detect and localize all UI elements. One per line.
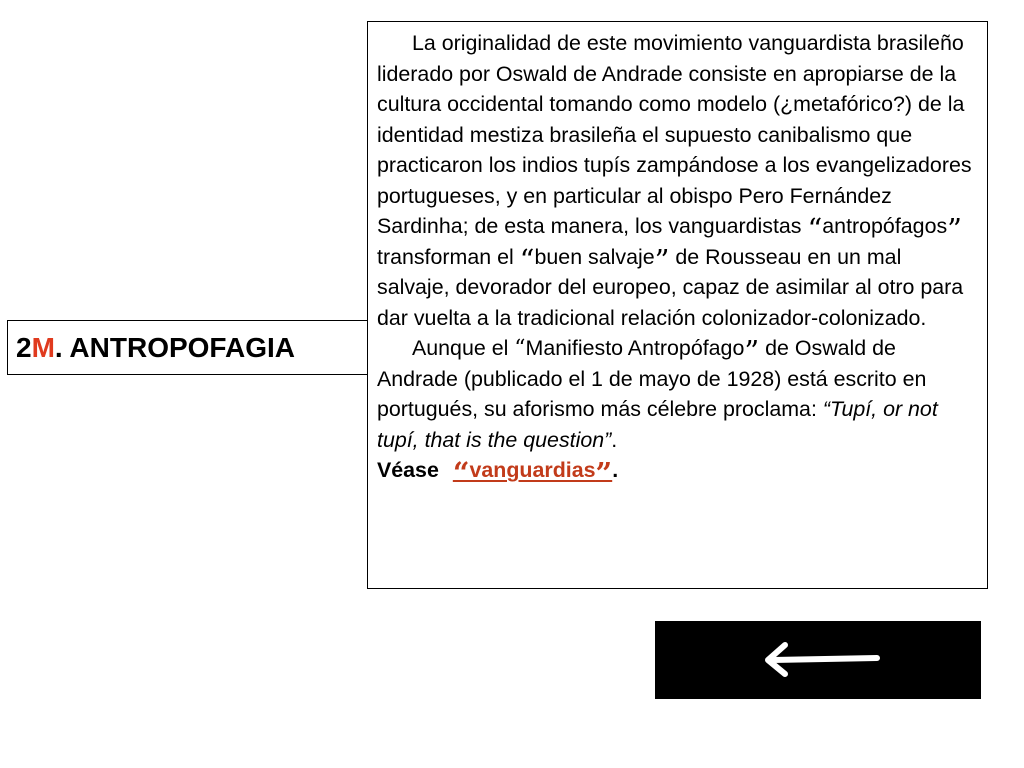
p1-text-2: transforman el (377, 244, 520, 269)
see-also-line (377, 455, 979, 490)
p2-italic-quote: “Tupí, or not tupí, that is the question” (377, 397, 938, 452)
p2-text-2: de Oswald de Andrade (publicado el 1 de mayo de 1928) está escrito en portugués, su aforismo más célebre proclama: (377, 336, 927, 421)
vanguardias-link-text: vanguardias (469, 458, 596, 482)
see-end: . (612, 458, 619, 482)
p2-text-1: Aunque el (412, 336, 515, 360)
back-button[interactable] (655, 621, 981, 699)
section-title (7, 320, 368, 375)
vanguardias-link[interactable]: “vanguardias” (452, 456, 613, 490)
p2-quote: Manifiesto Antropófago (525, 336, 745, 360)
title-prefix: 2 (16, 331, 32, 363)
p1-quote-1: antropófagos (822, 214, 948, 238)
p1-text-3: de Rousseau en un mal salvaje, devorador del europeo, capaz de asimilar al otro para dar vuelta a la tradicional relación colonizador-colonizado. (377, 244, 964, 330)
paragraph-2: Aunque el “Manifiesto Antropófago” de Oswald de Andrade (publicado el 1 de mayo de 1928) está escrito en portugués, su aforismo más célebre proclama: “Tupí, or not tupí, that is the question”. (377, 334, 938, 452)
paragraph-1: La originalidad de este movimiento vanguardista brasileño liderado por Oswald de Andrade consiste en apropiarse de la cultura occidental tomando como modelo (¿metafórico?) de la identidad mestiza brasileña el supuesto canibalismo que practicaron los indios tupís zampándose a los evangelizadores portugueses, y en particular al obispo Pero Fernández Sardinha; de esta manera, los vanguardistas “antropófagos” transforman el “buen salvaje” de Rousseau en un mal salvaje, devorador del europeo, capaz de asimilar al otro para dar vuelta a la tradicional relación colonizador-colonizado. (377, 31, 972, 330)
p1-quote-2: buen salvaje (534, 244, 655, 269)
left-arrow-icon (655, 621, 981, 699)
p2-end: . (611, 427, 618, 452)
p1-text-1: La originalidad de este movimiento vanguardista brasileño liderado por Oswald de Andrade consiste en apropiarse de la cultura occidental tomando como modelo (¿metafórico?) de la identidad mestiza brasileña el supuesto canibalismo que practicaron los indios tupís zampándose a los evangelizadores portugueses, y en particular al obispo Pero Fernández Sardinha; de esta manera, los vanguardistas (377, 31, 972, 238)
title-text: . ANTROPOFAGIA (54, 331, 295, 363)
definition-text-box (367, 21, 988, 589)
title-highlight: M (31, 331, 55, 363)
see-label: Véase (377, 458, 439, 482)
